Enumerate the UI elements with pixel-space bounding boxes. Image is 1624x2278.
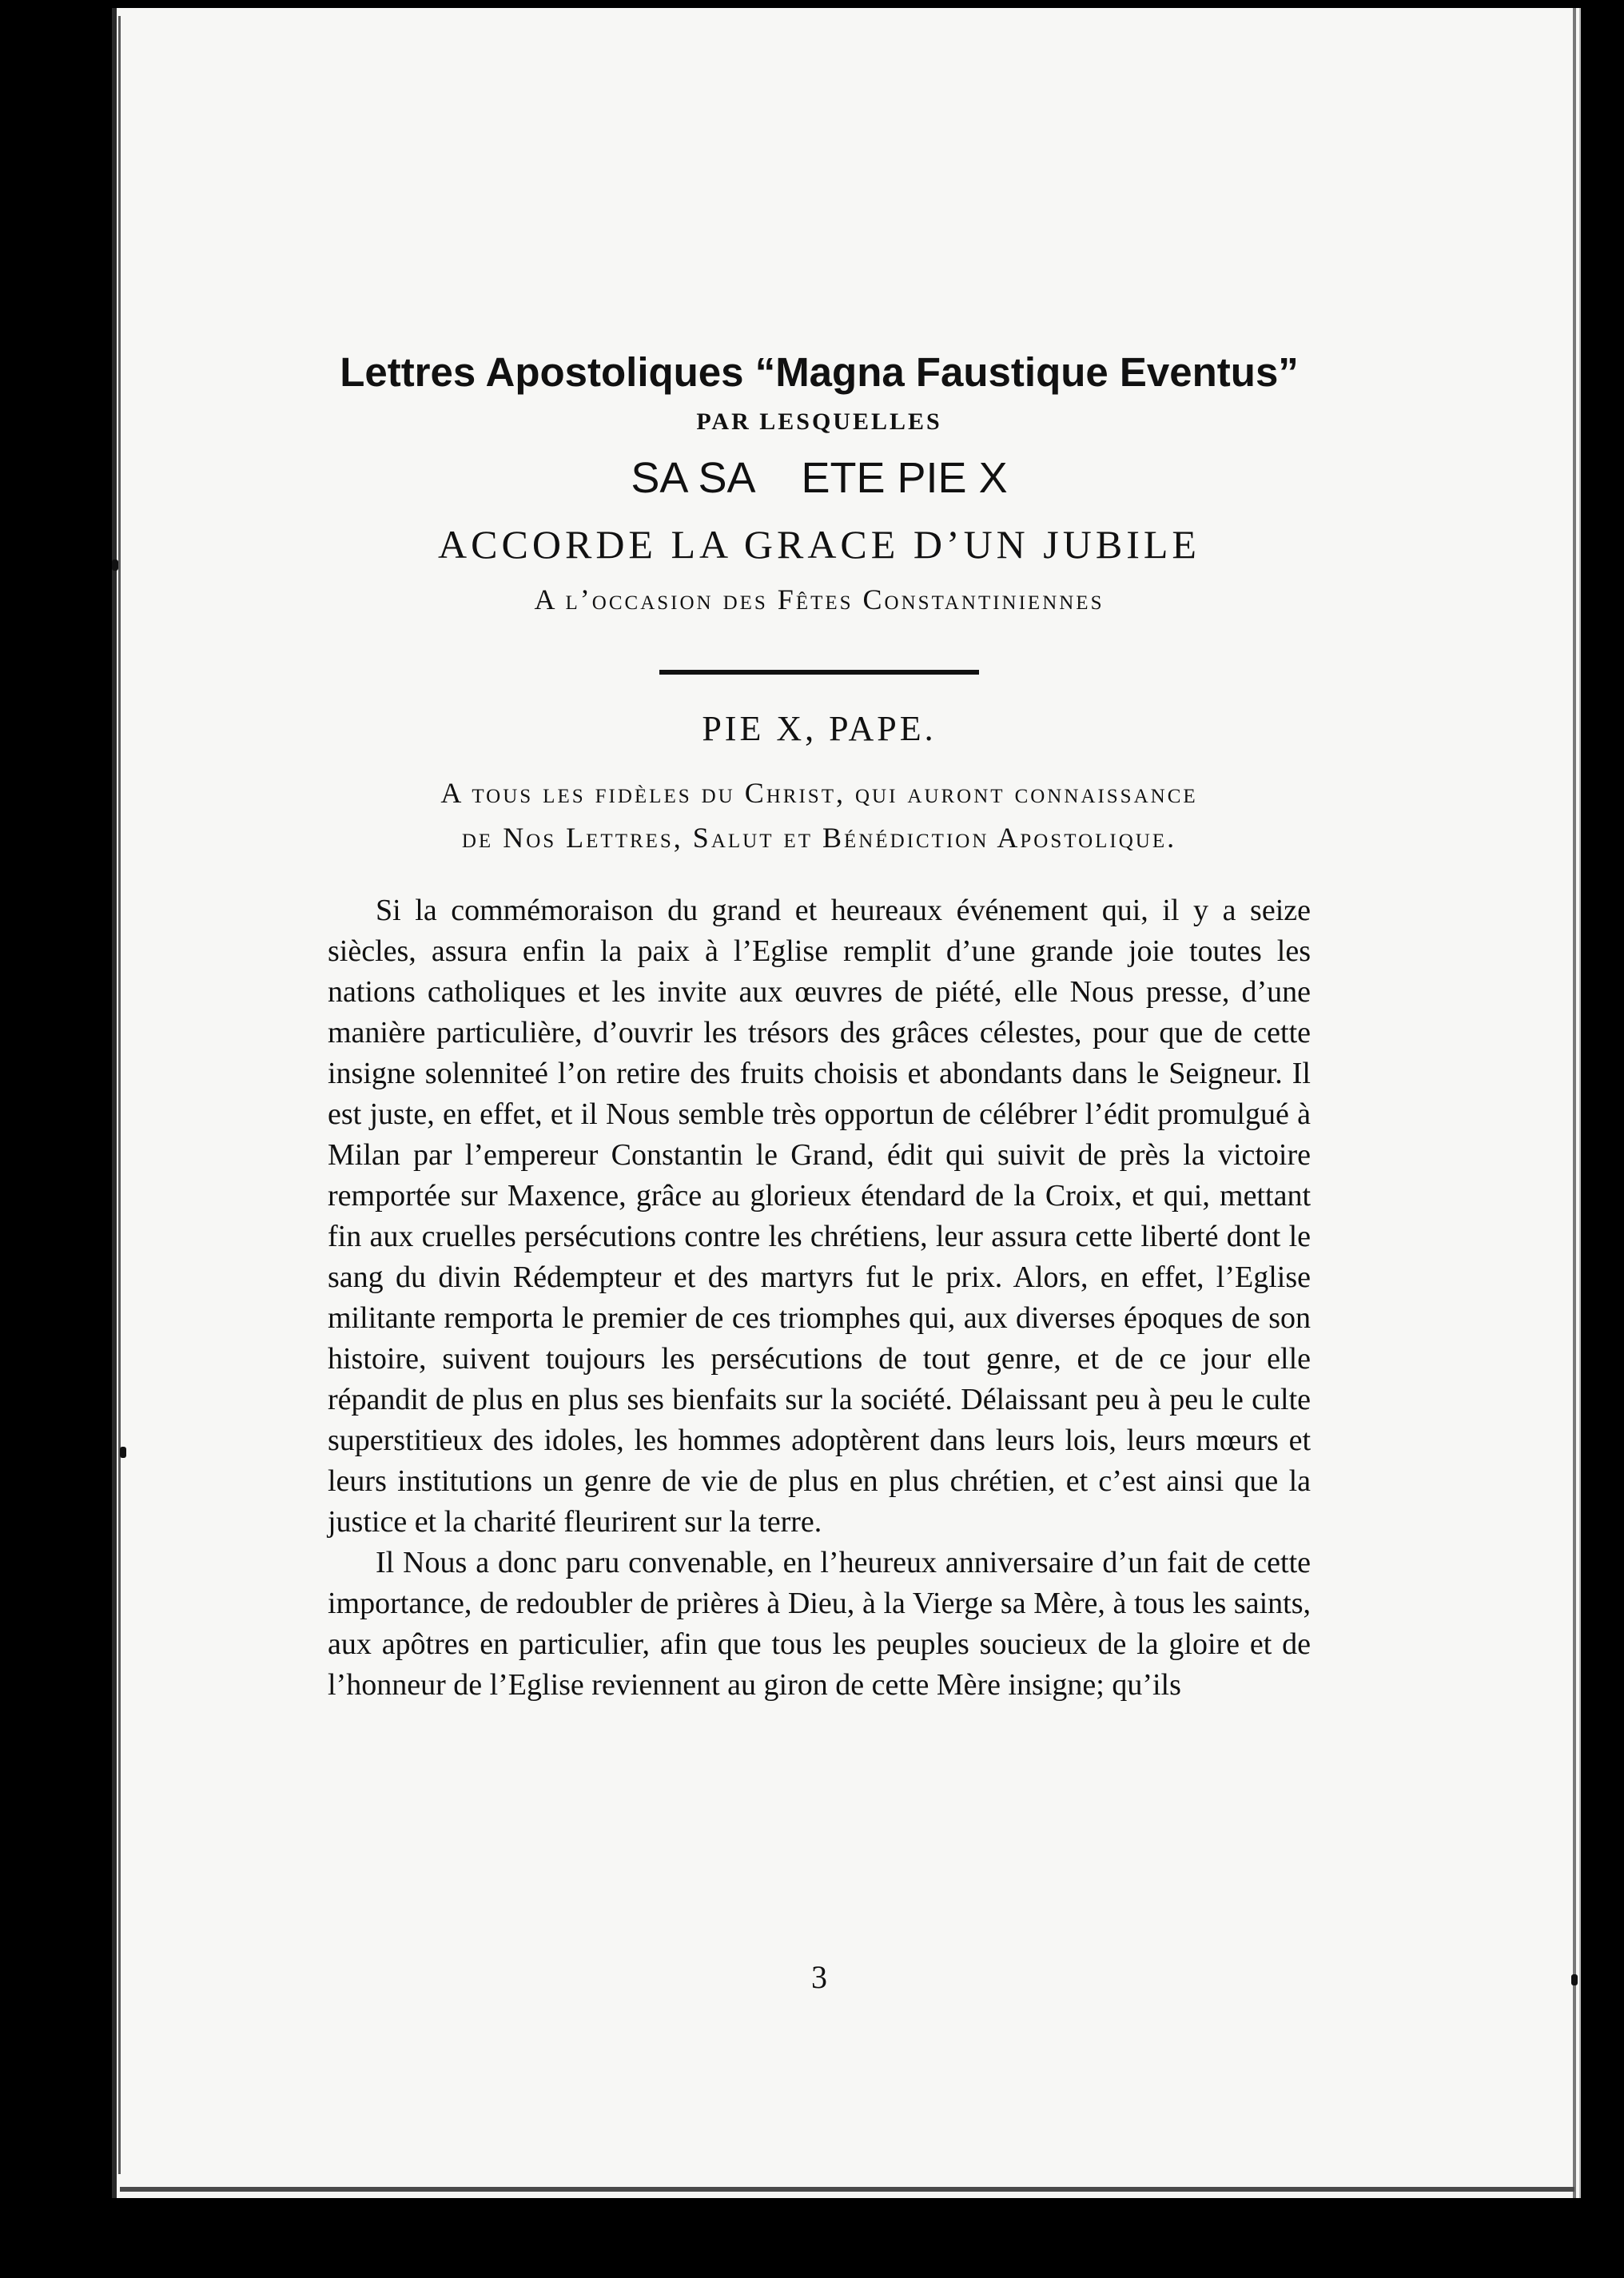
document-content (328, 344, 1311, 1995)
divider-rule (659, 670, 979, 675)
subtitle-par-lesquelles: PAR LESQUELLES (696, 408, 942, 435)
subtitle-jubilee: ACCORDE LA GRACE D’UN JUBILE (438, 522, 1200, 567)
document-title: Lettres Apostoliques “Magna Faustique Eventus” (340, 349, 1299, 395)
page-right-edge (1573, 8, 1576, 2198)
subtitle-pope-name: SA SA ETE PIE X (631, 454, 1008, 502)
edge-mark (1571, 1974, 1578, 1985)
subtitle-occasion: A l’occasion des Fêtes Constantiniennes (534, 583, 1105, 615)
binding-mark (120, 1447, 126, 1458)
address-block (328, 771, 1311, 860)
binding-edge (118, 16, 121, 2174)
address-line-1: A tous les fidèles du Christ, qui auront connaissance (440, 777, 1198, 809)
paragraph-2: Il Nous a donc paru convenable, en l’heureux anniversaire d’un fait de cette importance, de redoubler de prières à Dieu, à la Vierge sa Mère, à tous les saints, aux apôtres en particulier, afin que tous les peuples soucieux de la gloire et de l’honneur de l’Eglise reviennent au giron de cette Mère insigne; qu’ils (328, 1546, 1311, 1702)
binding-mark (112, 560, 118, 571)
paragraph-1: Si la commémoraison du grand et heureaux événement qui, il y a seize siècles, assura enfin la paix à l’Eglise remplit d’une grande joie toutes les nations catholiques et les invite aux œuvres de piété, elle Nous presse, d’une manière particulière, d’ouvrir les trésors des grâces célestes, pour que de cette insigne solenniteé l’on retire des fruits choisis et abondants dans le Seigneur. Il est juste, en effet, et il Nous semble très opportun de célébrer l’édit promulgué à Milan par l’empereur Constantin le Grand, édit qui suivit de près la victoire remportée sur Maxence, grâce au glorieux étendard de la Croix, et qui, mettant fin aux cruelles persécutions contre les chrétiens, leur assura cette liberté dont le sang du divin Rédempteur et des martyrs fut le prix. Alors, en effet, l’Eglise militante remporta le premier de ces triomphes qui, aux diverses époques de son histoire, suivent toujours les persécutions de tout genre, et de ce jour elle répandit de plus en plus ses bienfaits sur la société. Délaissant peu à peu le culte superstitieux des idoles, les hommes adoptèrent dans leurs lois, leurs mœurs et leurs institutions un genre de vie de plus en plus chrétien, et c’est ainsi que la justice et la charité fleurirent sur la terre. (328, 894, 1311, 1539)
page-number: 3 (811, 1959, 827, 1995)
body-text (328, 890, 1311, 1706)
page-bottom-edge (120, 2187, 1574, 2192)
pope-heading: PIE X, PAPE. (702, 709, 937, 748)
address-line-2: de Nos Lettres, Salut et Bénédiction Apostolique. (461, 822, 1177, 854)
